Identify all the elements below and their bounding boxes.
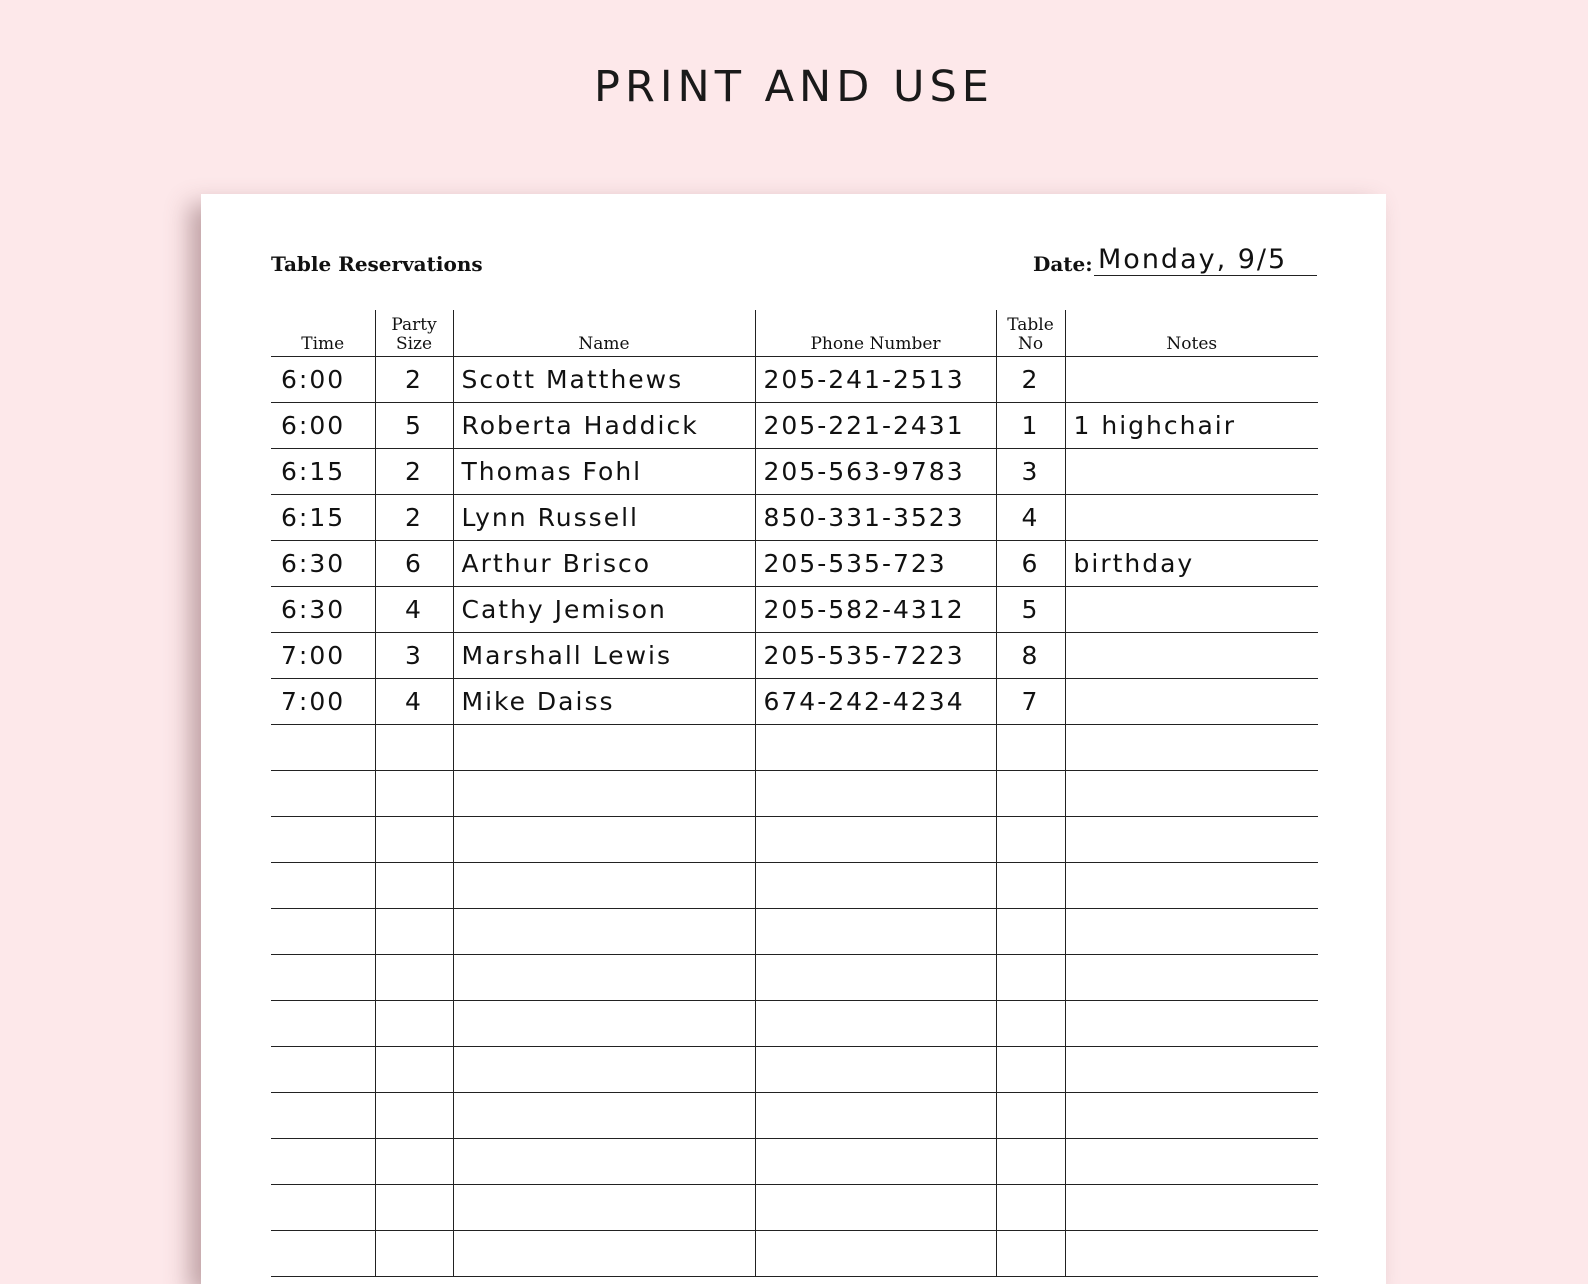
cell-name (453, 909, 755, 955)
reservation-sheet (201, 194, 1386, 1284)
header-name: Name (453, 310, 755, 357)
cell-name (453, 1047, 755, 1093)
cell-notes: birthday (1065, 541, 1318, 587)
cell-name: Cathy Jemison (453, 587, 755, 633)
cell-notes (1065, 1139, 1318, 1185)
cell-table-no (996, 955, 1065, 1001)
header-party-size (375, 310, 453, 357)
table-row (271, 1185, 1318, 1231)
cell-party-size: 3 (375, 633, 453, 679)
cell-time (271, 1001, 375, 1047)
cell-time (271, 771, 375, 817)
cell-party-size: 2 (375, 357, 453, 403)
cell-party-size (375, 1001, 453, 1047)
header-table-no-line1: Table (1007, 315, 1054, 335)
cell-phone: 205-535-7223 (755, 633, 996, 679)
cell-time (271, 817, 375, 863)
banner-heading: PRINT AND USE (594, 62, 994, 112)
table-row (271, 909, 1318, 955)
cell-phone: 205-563-9783 (755, 449, 996, 495)
cell-notes (1065, 587, 1318, 633)
cell-table-no: 5 (996, 587, 1065, 633)
cell-party-size: 2 (375, 495, 453, 541)
header-time: Time (271, 310, 375, 357)
cell-table-no: 6 (996, 541, 1065, 587)
cell-table-no: 2 (996, 357, 1065, 403)
table-row (271, 633, 1318, 679)
cell-phone (755, 817, 996, 863)
cell-notes (1065, 1093, 1318, 1139)
table-row (271, 1001, 1318, 1047)
table-row (271, 495, 1318, 541)
cell-phone: 674-242-4234 (755, 679, 996, 725)
cell-party-size (375, 863, 453, 909)
table-row (271, 679, 1318, 725)
cell-notes (1065, 679, 1318, 725)
cell-notes (1065, 357, 1318, 403)
header-notes: Notes (1065, 310, 1318, 357)
header-table-no-line2: No (1017, 334, 1044, 354)
cell-notes (1065, 495, 1318, 541)
header-party-size-line1: Party (391, 315, 437, 335)
table-row (271, 1093, 1318, 1139)
cell-name (453, 863, 755, 909)
cell-table-no: 7 (996, 679, 1065, 725)
cell-name: Scott Matthews (453, 357, 755, 403)
cell-party-size (375, 1047, 453, 1093)
table-row (271, 1139, 1318, 1185)
cell-time: 6:15 (271, 495, 375, 541)
table-header-row (271, 310, 1318, 357)
table-row (271, 541, 1318, 587)
cell-phone: 205-535-723 (755, 541, 996, 587)
cell-notes (1065, 817, 1318, 863)
cell-phone: 205-221-2431 (755, 403, 996, 449)
date-value: Monday, 9/5 (1098, 244, 1288, 275)
cell-name (453, 725, 755, 771)
cell-notes: 1 highchair (1065, 403, 1318, 449)
table-row (271, 725, 1318, 771)
cell-notes (1065, 633, 1318, 679)
cell-phone (755, 1001, 996, 1047)
cell-table-no (996, 771, 1065, 817)
cell-name (453, 1001, 755, 1047)
cell-time: 6:30 (271, 541, 375, 587)
cell-name (453, 817, 755, 863)
cell-party-size (375, 725, 453, 771)
table-row (271, 587, 1318, 633)
cell-time (271, 1093, 375, 1139)
cell-name: Lynn Russell (453, 495, 755, 541)
cell-phone (755, 1047, 996, 1093)
cell-time (271, 1047, 375, 1093)
cell-notes (1065, 1001, 1318, 1047)
cell-name (453, 1139, 755, 1185)
table-row (271, 1047, 1318, 1093)
header-phone: Phone Number (755, 310, 996, 357)
cell-name: Roberta Haddick (453, 403, 755, 449)
reservation-table (271, 310, 1318, 1277)
table-row (271, 955, 1318, 1001)
cell-time (271, 909, 375, 955)
cell-phone (755, 909, 996, 955)
cell-time: 6:00 (271, 403, 375, 449)
cell-notes (1065, 1185, 1318, 1231)
cell-table-no (996, 725, 1065, 771)
cell-phone: 205-241-2513 (755, 357, 996, 403)
cell-notes (1065, 1047, 1318, 1093)
header-table-no (996, 310, 1065, 357)
cell-name (453, 771, 755, 817)
table-row (271, 771, 1318, 817)
header-party-size-line2: Size (395, 334, 433, 354)
cell-phone: 205-582-4312 (755, 587, 996, 633)
cell-table-no (996, 1047, 1065, 1093)
cell-table-no (996, 1001, 1065, 1047)
table-row (271, 863, 1318, 909)
cell-table-no (996, 863, 1065, 909)
cell-table-no: 3 (996, 449, 1065, 495)
cell-party-size (375, 955, 453, 1001)
cell-phone (755, 1093, 996, 1139)
cell-name: Arthur Brisco (453, 541, 755, 587)
table-row (271, 449, 1318, 495)
cell-phone (755, 1139, 996, 1185)
cell-notes (1065, 771, 1318, 817)
table-row (271, 357, 1318, 403)
cell-time (271, 1139, 375, 1185)
cell-name (453, 1185, 755, 1231)
cell-notes (1065, 955, 1318, 1001)
cell-name: Marshall Lewis (453, 633, 755, 679)
cell-phone: 850-331-3523 (755, 495, 996, 541)
cell-name (453, 955, 755, 1001)
cell-party-size (375, 817, 453, 863)
cell-table-no (996, 1185, 1065, 1231)
sheet-title: Table Reservations (271, 252, 483, 276)
cell-party-size: 5 (375, 403, 453, 449)
cell-time (271, 955, 375, 1001)
cell-party-size: 2 (375, 449, 453, 495)
cell-notes (1065, 725, 1318, 771)
cell-party-size: 4 (375, 587, 453, 633)
cell-phone (755, 955, 996, 1001)
cell-party-size (375, 1185, 453, 1231)
cell-notes (1065, 863, 1318, 909)
cell-party-size (375, 1093, 453, 1139)
cell-table-no: 8 (996, 633, 1065, 679)
cell-phone (755, 725, 996, 771)
cell-name: Mike Daiss (453, 679, 755, 725)
table-row (271, 403, 1318, 449)
cell-table-no (996, 909, 1065, 955)
cell-party-size: 4 (375, 679, 453, 725)
cell-phone (755, 863, 996, 909)
date-label: Date: (1033, 252, 1093, 276)
cell-party-size (375, 771, 453, 817)
cell-name: Thomas Fohl (453, 449, 755, 495)
cell-time (271, 863, 375, 909)
cell-phone (755, 771, 996, 817)
cell-notes (1065, 909, 1318, 955)
date-underline (1094, 275, 1317, 276)
cell-party-size: 6 (375, 541, 453, 587)
cell-time (271, 1185, 375, 1231)
cell-time (271, 725, 375, 771)
cell-party-size (375, 909, 453, 955)
cell-table-no: 4 (996, 495, 1065, 541)
cell-table-no (996, 1139, 1065, 1185)
cell-time: 7:00 (271, 633, 375, 679)
cell-table-no (996, 817, 1065, 863)
cell-time: 6:30 (271, 587, 375, 633)
cell-name (453, 1093, 755, 1139)
cell-notes (1065, 449, 1318, 495)
table-row (271, 817, 1318, 863)
cell-phone (755, 1185, 996, 1231)
table-body (271, 357, 1318, 1277)
cell-time: 6:15 (271, 449, 375, 495)
cell-time: 7:00 (271, 679, 375, 725)
cell-party-size (375, 1139, 453, 1185)
cell-table-no (996, 1093, 1065, 1139)
cell-time: 6:00 (271, 357, 375, 403)
cell-table-no: 1 (996, 403, 1065, 449)
